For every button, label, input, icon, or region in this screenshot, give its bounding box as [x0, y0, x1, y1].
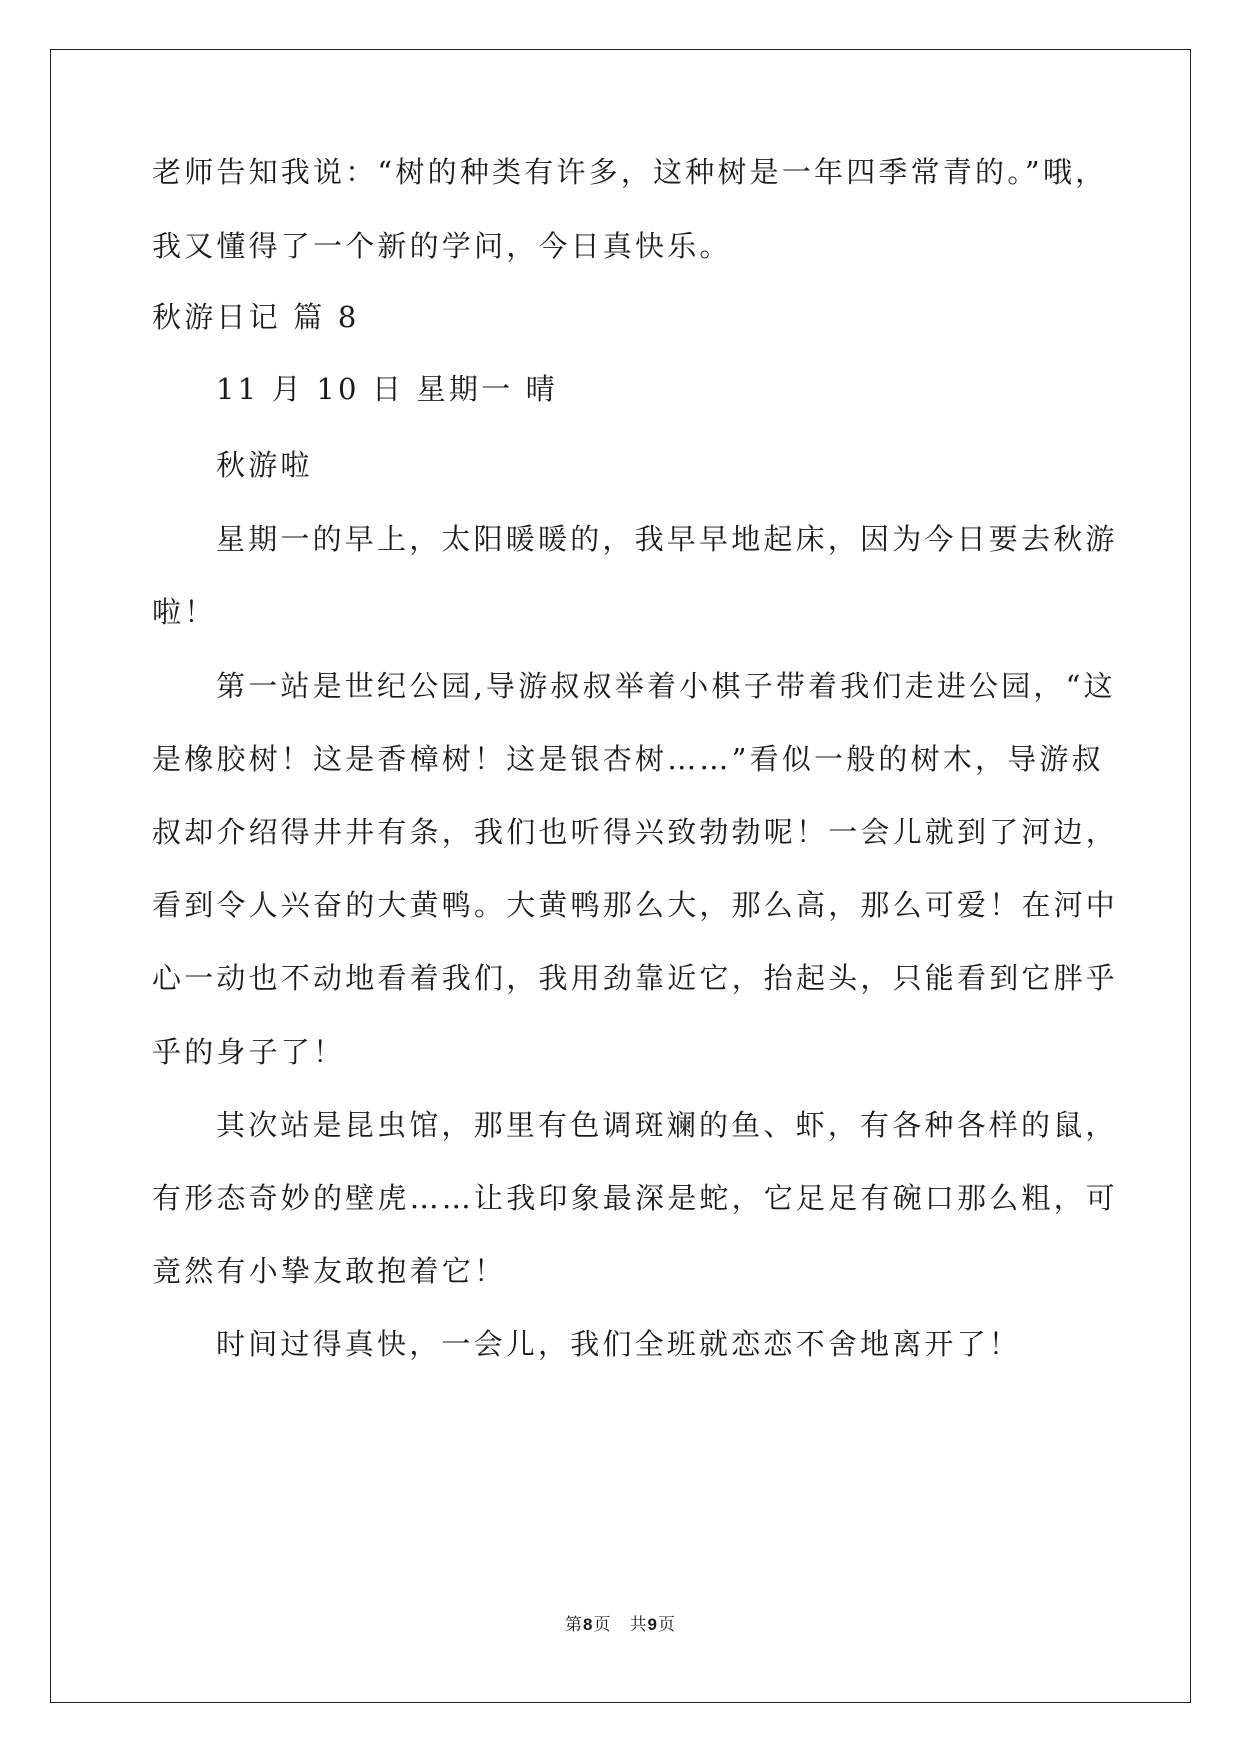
section-heading: 秋游日记 篇 8 — [152, 300, 360, 334]
paragraph-line: 心一动也不动地看着我们，我用劲靠近它，抬起头，只能看到它胖乎 — [152, 961, 1119, 995]
page-label-prefix: 第 — [565, 1615, 584, 1635]
paragraph-line: 是橡胶树！这是香樟树！这是银杏树……”看似一般的树木，导游叔 — [152, 742, 1104, 776]
date-line: 11 月 10 日 星期一 晴 — [216, 372, 558, 406]
page-label-suffix: 页 — [657, 1615, 676, 1635]
paragraph-line: 老师告知我说：“树的种类有许多，这种树是一年四季常青的。”哦， — [152, 155, 1108, 189]
total-page-number: 9 — [647, 1615, 658, 1634]
page-footer — [0, 1610, 1241, 1635]
paragraph-line: 乎的身子了！ — [152, 1035, 346, 1069]
paragraph-line: 其次站是昆虫馆，那里有色调斑斓的鱼、虾，有各种各样的鼠， — [216, 1108, 1118, 1142]
paragraph-line: 啦！ — [152, 595, 217, 629]
paragraph-line: 第一站是世纪公园,导游叔叔举着小棋子带着我们走进公园，“这 — [216, 669, 1116, 703]
paragraph-line: 我又懂得了一个新的学问，今日真快乐。 — [152, 229, 732, 263]
current-page-number: 8 — [583, 1615, 594, 1634]
paragraph-line: 竟然有小挚友敢抱着它！ — [152, 1254, 507, 1288]
paragraph-line: 叔却介绍得井井有条，我们也听得兴致勃勃呢！一会儿就到了河边， — [152, 815, 1119, 849]
paragraph-line: 时间过得真快，一会儿，我们全班就恋恋不舍地离开了！ — [216, 1327, 1022, 1361]
paragraph-line: 看到令人兴奋的大黄鸭。大黄鸭那么大，那么高，那么可爱！在河中 — [152, 888, 1119, 922]
diary-title: 秋游啦 — [216, 448, 313, 482]
paragraph-line: 星期一的早上，太阳暖暖的，我早早地起床，因为今日要去秋游 — [216, 522, 1118, 556]
page-label-mid: 页 共 — [593, 1615, 648, 1635]
paragraph-line: 有形态奇妙的壁虎……让我印象最深是蛇，它足足有碗口那么粗，可 — [152, 1181, 1119, 1215]
